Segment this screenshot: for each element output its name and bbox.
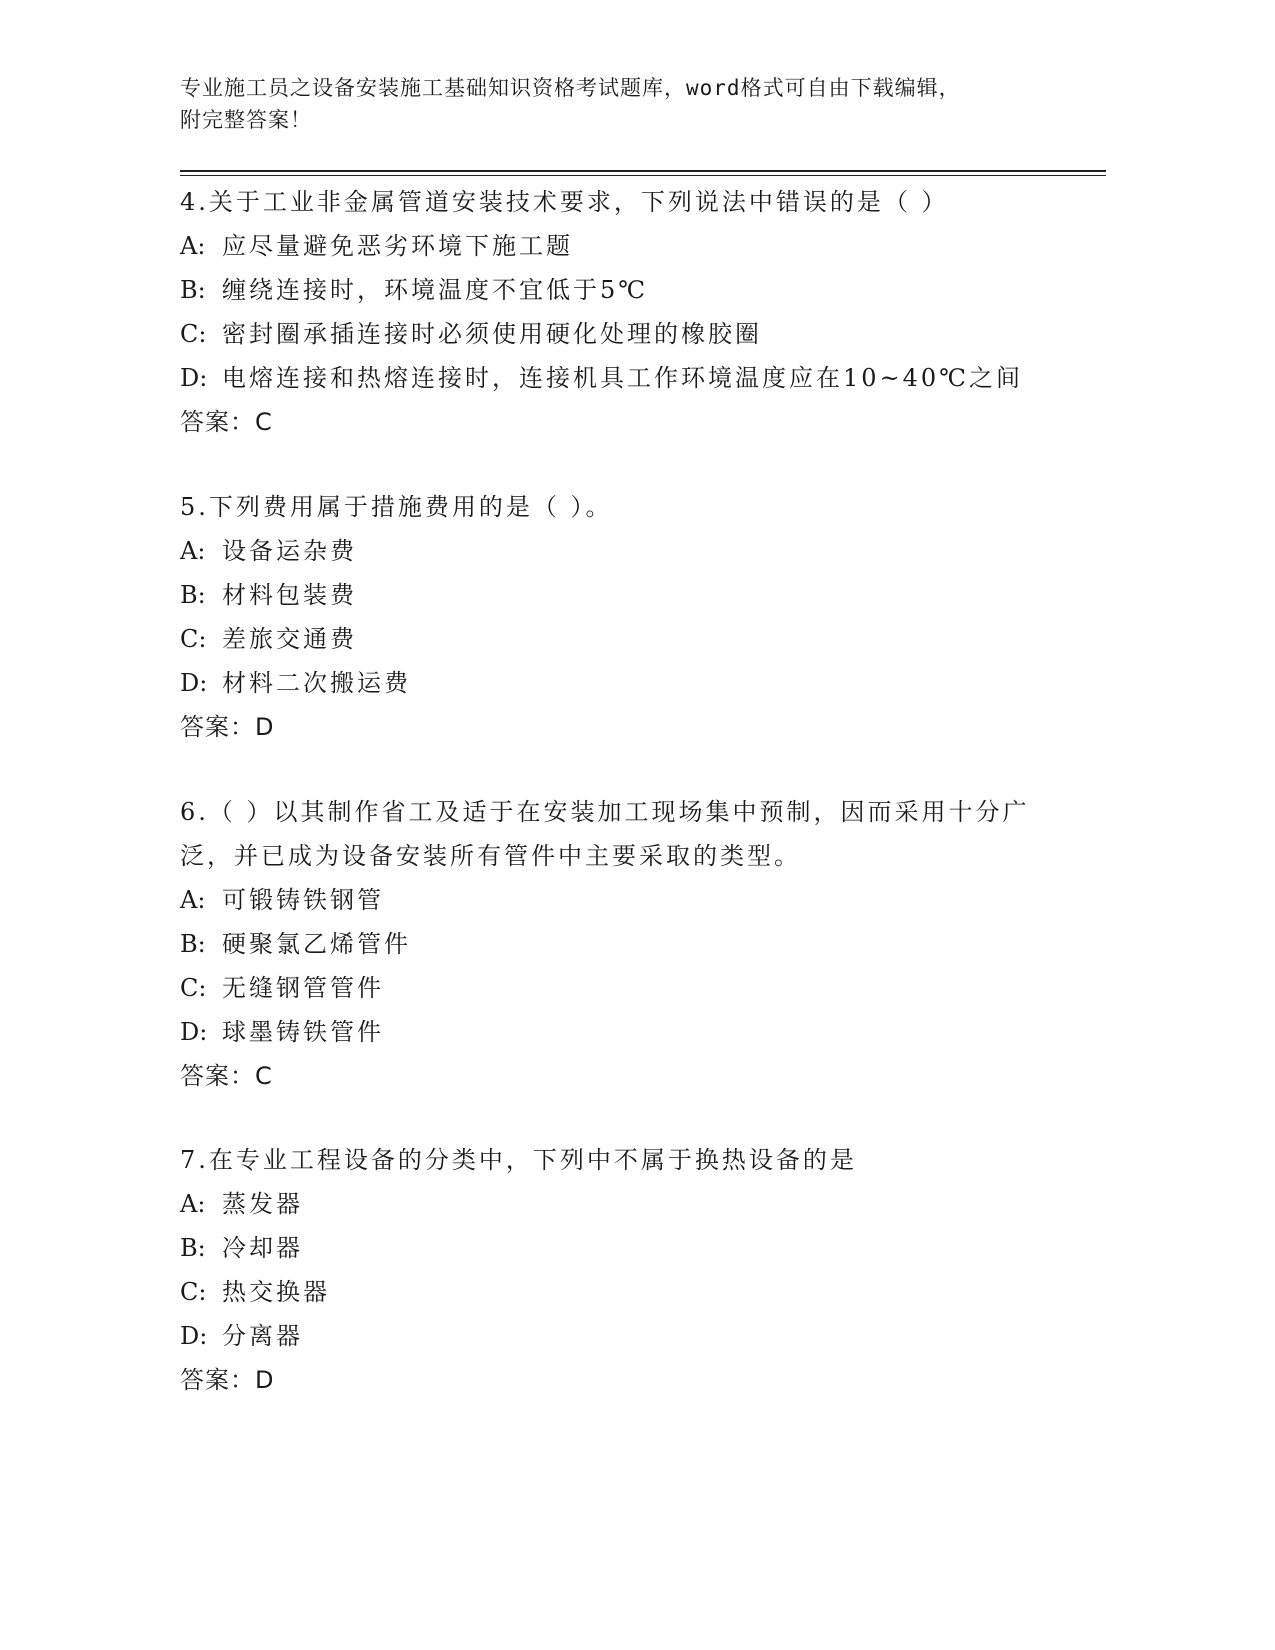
option-b [180,922,1080,966]
header-line-2: 附完整答案！ [180,108,312,132]
question-stem: 7.在专业工程设备的分类中，下列中不属于换热设备的是 [180,1146,857,1174]
option-c [180,312,1080,356]
option-text: 冷却器 [222,1234,303,1262]
option-text: 分离器 [222,1322,303,1350]
option-letter: A: [180,537,206,565]
option-letter: A: [180,886,206,914]
document-header [180,72,1060,136]
option-text: 材料二次搬运费 [222,669,411,697]
option-letter: C: [180,1278,207,1306]
answer-line: 答案：D [180,713,275,741]
question-7 [180,1138,1080,1402]
question-6 [180,790,1080,1098]
option-text: 设备运杂费 [222,537,357,565]
option-letter: A: [180,1190,206,1218]
option-c [180,617,1080,661]
option-a [180,529,1080,573]
question-5 [180,485,1080,749]
option-d [180,356,1080,400]
answer-line: 答案：C [180,1062,273,1090]
option-letter: D: [180,669,208,697]
question-4 [180,180,1080,444]
option-text: 球墨铸铁管件 [222,1018,384,1046]
option-letter: D: [180,1018,208,1046]
option-text: 电熔连接和热熔连接时，连接机具工作环境温度应在10~40℃之间 [222,364,1024,392]
option-d [180,1010,1080,1054]
option-text: 可锻铸铁钢管 [222,886,384,914]
option-letter: C: [180,974,207,1002]
option-text: 应尽量避免恶劣环境下施工题 [222,232,573,260]
option-a [180,878,1080,922]
option-letter: D: [180,364,208,392]
option-c [180,966,1080,1010]
option-letter: B: [180,1234,206,1262]
option-text: 硬聚氯乙烯管件 [222,930,411,958]
option-letter: B: [180,930,206,958]
option-text: 缠绕连接时，环境温度不宜低于5℃ [222,276,649,304]
option-letter: C: [180,625,207,653]
option-a [180,224,1080,268]
option-text: 热交换器 [222,1278,330,1306]
option-letter: C: [180,320,207,348]
option-text: 密封圈承插连接时必须使用硬化处理的橡胶圈 [222,320,762,348]
option-b [180,1226,1080,1270]
option-d [180,661,1080,705]
answer-line: 答案：C [180,408,273,436]
question-stem: 6.（ ）以其制作省工及适于在安装加工现场集中预制，因而采用十分广泛，并已成为设备安装所有管件中主要采取的类型。 [180,798,1030,870]
option-d [180,1314,1080,1358]
option-letter: B: [180,276,206,304]
header-divider-thick [180,170,1106,172]
option-a [180,1182,1080,1226]
option-c [180,1270,1080,1314]
header-divider-thin [180,175,1106,176]
option-letter: A: [180,232,206,260]
question-stem: 4.关于工业非金属管道安装技术要求，下列说法中错误的是（ ） [180,188,949,216]
option-text: 差旅交通费 [222,625,357,653]
option-text: 蒸发器 [222,1190,303,1218]
option-text: 无缝钢管管件 [222,974,384,1002]
option-letter: B: [180,581,206,609]
option-letter: D: [180,1322,208,1350]
answer-line: 答案：D [180,1366,275,1394]
header-line-1: 专业施工员之设备安装施工基础知识资格考试题库，word格式可自由下载编辑， [180,76,961,100]
question-stem: 5.下列费用属于措施费用的是（ ）。 [180,493,613,521]
option-b [180,573,1080,617]
option-b [180,268,1080,312]
option-text: 材料包装费 [222,581,357,609]
